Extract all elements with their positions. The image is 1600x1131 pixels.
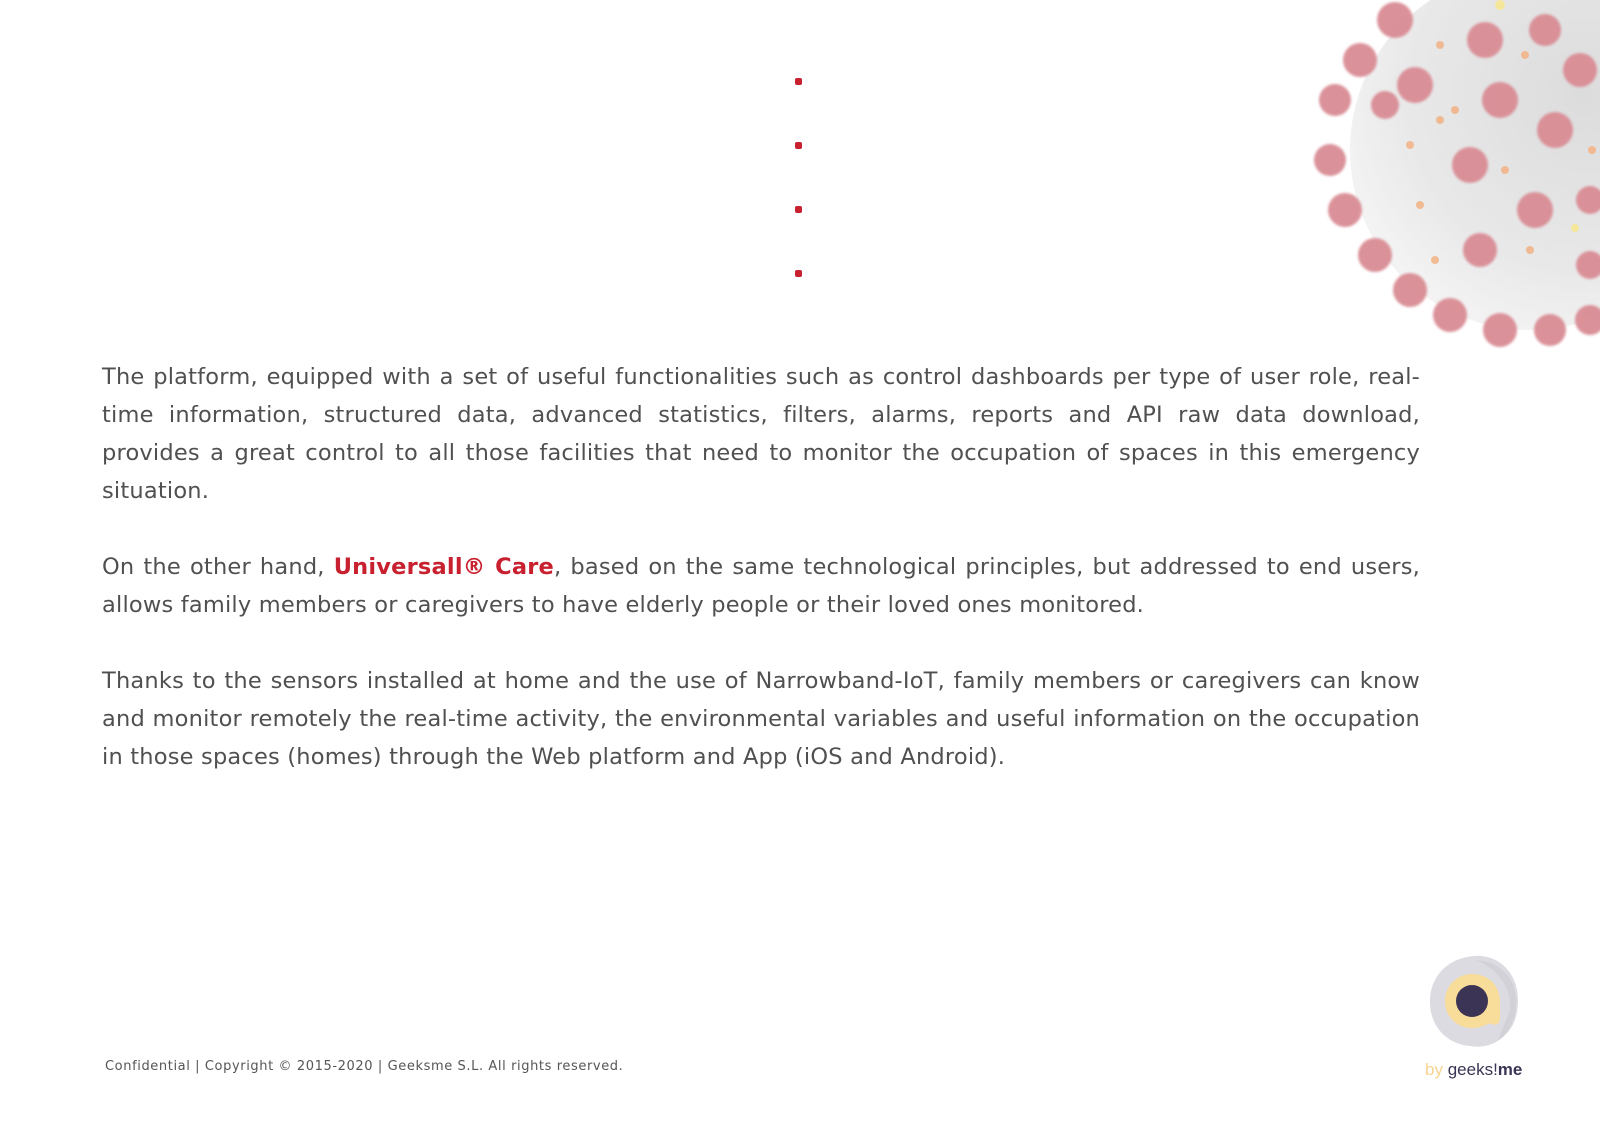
paragraph-suffix: , based on the same technological principles, but addressed to end users, allows family members or caregivers to have elderly people or their loved ones monitored.: [102, 554, 1421, 618]
bullet-dot: [795, 142, 802, 149]
copyright-footer: Confidential | Copyright © 2015-2020 | Geeksme S.L. All rights reserved.: [105, 1059, 624, 1074]
paragraph-universall-care: [102, 548, 1420, 624]
paragraph-prefix: On the other hand,: [102, 554, 334, 580]
bullet-dot: [795, 270, 802, 277]
paragraph-sensors: Thanks to the sensors installed at home and the use of Narrowband-IoT, family members or caregivers can know and monitor remotely the real-time activity, the environmental variables and useful information on the occupation in those spaces (homes) through the Web platform and App (iOS and Android).: [102, 668, 1420, 770]
coronavirus-image: [1300, 0, 1600, 355]
brand-name: Universall® Care: [333, 554, 554, 580]
logo-me: me: [1497, 1060, 1523, 1079]
body-text: [102, 358, 1420, 814]
logo-by: by: [1425, 1060, 1443, 1079]
bullet-dot: [795, 78, 802, 85]
logo-geeks: geeks!: [1447, 1060, 1498, 1079]
virus-illustration-icon: [1300, 0, 1600, 355]
logo-wordmark: [1425, 1060, 1522, 1080]
geeksme-logo-icon: [1420, 950, 1530, 1060]
bullet-dot: [795, 206, 802, 213]
paragraph-platform: The platform, equipped with a set of useful functionalities such as control dashboards per type of user role, real-time information, structured data, advanced statistics, filters, alarms, reports and API raw data download, provides a great control to all those facilities that need to monitor the occupation of spaces in this emergency situation.: [102, 364, 1420, 504]
